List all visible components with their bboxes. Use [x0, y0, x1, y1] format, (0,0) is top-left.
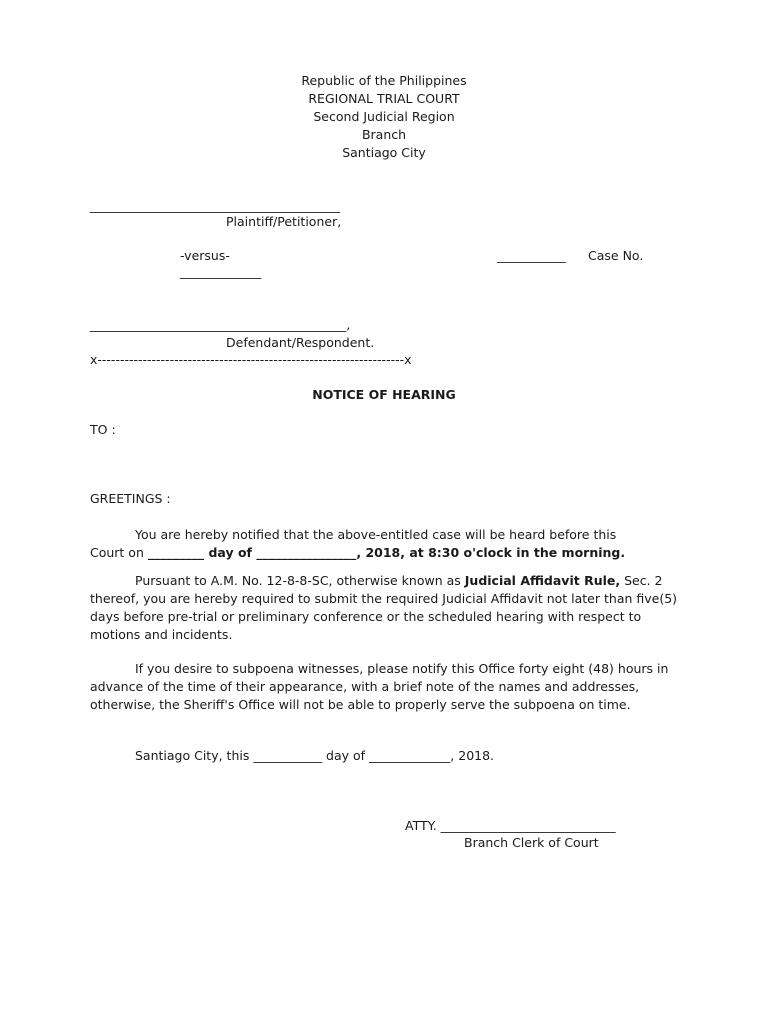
document-title: NOTICE OF HEARING	[312, 387, 456, 402]
defendant-blank: _________________________________________,	[90, 317, 351, 332]
signature-title: Branch Clerk of Court	[464, 835, 599, 850]
dateline: Santiago City, this ___________ day of _____________, 2018.	[135, 748, 495, 763]
paragraph-2-body: Sec. 2 thereof, you are hereby required to submit the required Judicial Affidavit not later than five(5) days before pre-trial or preliminary conference or the scheduled hearing with respect to motions and incidents.	[90, 573, 678, 642]
header-branch: Branch	[361, 127, 407, 142]
paragraph-3-body: If you desire to subpoena witnesses, please notify this Office forty eight (48) hours in advance of the time of their appearance, with a brief note of the names and addresses, otherwise, the Sheriff's Office will not be able to properly serve the subpoena on time.	[90, 661, 669, 712]
to-label: TO :	[90, 422, 116, 437]
paragraph-1-line-1: You are hereby notified that the above-entitled case will be heard before this	[135, 527, 617, 542]
versus-blank: _____________	[180, 264, 262, 279]
case-number-blank: ___________	[497, 248, 566, 263]
header-region: Second Judicial Region	[313, 109, 455, 124]
header-city: Santiago City	[342, 145, 426, 160]
paragraph-2	[90, 572, 680, 644]
header-court: REGIONAL TRIAL COURT	[308, 91, 460, 106]
greetings-label: GREETINGS :	[90, 491, 171, 506]
paragraph-1-court-on: Court on	[90, 545, 148, 560]
caption-separator: x--------------------------------------------------------------------x	[90, 352, 412, 367]
header-republic: Republic of the Philippines	[301, 73, 467, 88]
plaintiff-label: Plaintiff/Petitioner,	[226, 214, 342, 229]
paragraph-2-intro: Pursuant to A.M. No. 12-8-8-SC, otherwise known as	[135, 573, 465, 588]
paragraph-3	[90, 660, 680, 714]
case-number-label: Case No.	[588, 248, 644, 263]
paragraph-1-hearing-date: _________ day of ________________, 2018, at 8:30 o'clock in the morning.	[147, 545, 626, 560]
paragraph-1-line-2	[90, 544, 625, 562]
signature-atty-blank: ATTY. ____________________________	[405, 818, 616, 833]
paragraph-2-rule-name: Judicial Affidavit Rule,	[464, 573, 621, 588]
plaintiff-blank: ________________________________________	[90, 198, 340, 213]
versus-label: -versus-	[180, 248, 230, 263]
defendant-label: Defendant/Respondent.	[226, 335, 375, 350]
